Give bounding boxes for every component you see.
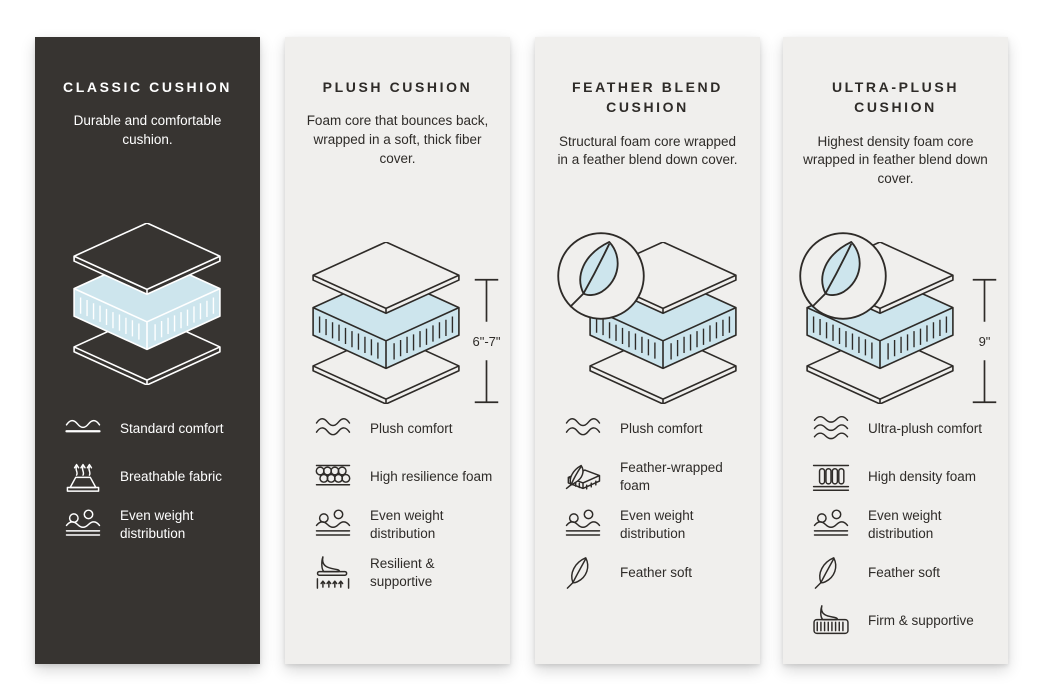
wave-double-icon — [561, 411, 605, 446]
card-title: PLUSH CUSHION — [322, 79, 473, 95]
card-title: CLASSIC CUSHION — [63, 79, 232, 95]
feature-label: Plush comfort — [620, 420, 703, 436]
cushion-stack-icon — [305, 242, 467, 404]
feature-label: High density foam — [868, 468, 977, 484]
feature-label: Feather soft — [868, 564, 941, 580]
feather-icon — [561, 555, 605, 590]
feature-label: Breathable fabric — [120, 468, 223, 484]
card-feather-blend-cushion — [535, 37, 760, 664]
feature-item — [561, 411, 748, 446]
feature-label: Even weight distribution — [868, 508, 942, 541]
feather-badge-icon — [797, 230, 889, 322]
density-foam-icon — [809, 459, 853, 494]
feature-label: Firm & supportive — [868, 612, 974, 628]
card-description: Foam core that bounces back, wrapped in a soft, thick fiber cover. — [306, 113, 489, 167]
card-classic-cushion — [35, 37, 260, 664]
feature-label: Standard comfort — [120, 420, 224, 436]
feature-label: Feather soft — [620, 564, 693, 580]
measurement-label: 6"-7" — [472, 334, 501, 350]
even-weight-icon — [311, 507, 355, 542]
feature-label: Ultra-plush comfort — [868, 420, 983, 436]
feature-item — [561, 459, 748, 494]
foam-cells-icon — [311, 459, 355, 494]
features-list — [561, 411, 748, 590]
feature-label: Resilient & supportive — [370, 556, 435, 589]
feature-item — [311, 459, 498, 494]
measurement-label: 9" — [978, 334, 991, 350]
height-measurement — [961, 276, 1008, 406]
even-weight-icon — [561, 507, 605, 542]
feature-item — [561, 507, 748, 542]
feature-item — [561, 555, 748, 590]
breathable-icon — [61, 459, 105, 494]
feature-label: Even weight distribution — [620, 508, 694, 541]
wave-double-icon — [311, 411, 355, 446]
wave-triple-icon — [809, 411, 853, 446]
card-description: Highest density foam core wrapped in feather blend down cover. — [803, 133, 988, 187]
feature-item — [61, 411, 248, 446]
card-ultra-plush-cushion — [783, 37, 1008, 664]
card-title: ULTRA-PLUSH CUSHION — [831, 79, 960, 116]
even-weight-icon — [61, 507, 105, 542]
features-list — [311, 411, 498, 590]
card-plush-cushion — [285, 37, 510, 664]
feature-item — [61, 459, 248, 494]
feature-item — [311, 555, 498, 590]
card-description: Structural foam core wrapped in a feather blend down cover. — [557, 133, 738, 168]
feature-label: Feather-wrapped foam — [620, 460, 723, 493]
feather-badge-icon — [555, 230, 647, 322]
feature-item — [809, 507, 996, 542]
feather-icon — [809, 555, 853, 590]
cushion-stack-icon — [66, 223, 228, 385]
firm-icon — [809, 603, 853, 638]
feature-label: High resilience foam — [370, 468, 493, 484]
feature-item — [809, 555, 996, 590]
height-measurement — [463, 276, 510, 406]
even-weight-icon — [809, 507, 853, 542]
feature-item — [311, 507, 498, 542]
feature-item — [809, 603, 996, 638]
feather-foam-icon — [561, 459, 605, 494]
features-list — [61, 411, 248, 542]
cushion-illustration — [35, 223, 260, 423]
card-description: Durable and comfortable cushion. — [73, 113, 222, 148]
feature-label: Even weight distribution — [120, 508, 194, 541]
card-title: FEATHER BLEND CUSHION — [572, 79, 723, 116]
feature-label: Even weight distribution — [370, 508, 444, 541]
feature-label: Plush comfort — [370, 420, 453, 436]
feature-item — [61, 507, 248, 542]
features-list — [809, 411, 996, 638]
feature-item — [809, 459, 996, 494]
wave-single-icon — [61, 411, 105, 446]
feature-item — [809, 411, 996, 446]
resilient-icon — [311, 555, 355, 590]
feature-item — [311, 411, 498, 446]
